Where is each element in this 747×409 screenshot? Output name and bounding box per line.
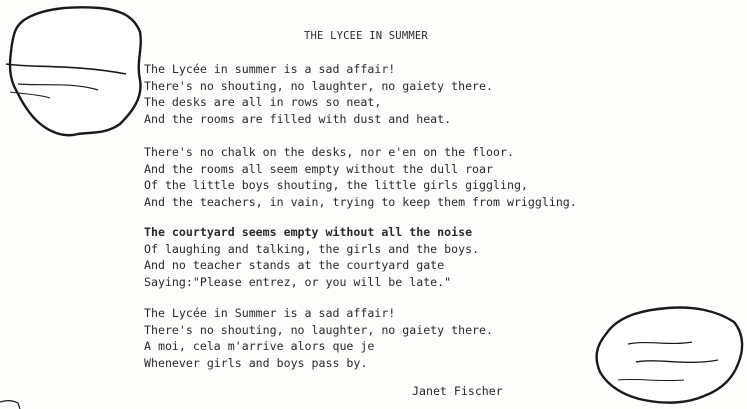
poem-line: The desks are all in rows so neat, (144, 95, 382, 109)
poem-line: Whenever girls and boys pass by. (144, 355, 368, 370)
author-signature: Janet Fischer (412, 384, 503, 398)
poem-line: And the rooms all seem empty without the dull roar (144, 161, 494, 176)
poem-line: And no teacher stands at the courtyard gate (144, 258, 445, 272)
poem-line: There's no shouting, no laughter, no gaiety there. (144, 78, 494, 93)
poem-line: Of laughing and talking, the girls and the boys. (144, 241, 480, 256)
poem-line: There's no shouting, no laughter, no gaiety there. (144, 322, 494, 337)
poem-line: A moi, cela m'arrive alors que je (144, 339, 375, 353)
poem-line: And the teachers, in vain, trying to keep them from wriggling. (144, 194, 577, 209)
poem-line: And the rooms are filled with dust and heat. (144, 111, 452, 126)
stanza-2 (144, 144, 577, 210)
poem-line: There's no chalk on the desks, nor e'en on the floor. (144, 145, 514, 159)
poem-line: Saying:"Please entrez, or you will be late." (144, 274, 452, 289)
poem-line: The Lycée in summer is a sad affair! (144, 62, 396, 76)
stanza-1 (144, 61, 493, 127)
poem-title: THE LYCEE IN SUMMER (304, 30, 428, 42)
poem-line: The courtyard seems empty without all the noise (144, 225, 473, 239)
poem-line: Of the little boys shouting, the little girls giggling, (144, 178, 528, 192)
ink-blot-drawing-bottom-right (588, 300, 747, 409)
ink-blot-drawing-top-left (2, 2, 144, 142)
corner-scratch-mark (0, 394, 30, 409)
stanza-3 (144, 224, 479, 290)
poem-line: The Lycée in Summer is a sad affair! (144, 306, 396, 320)
stanza-4 (144, 305, 493, 371)
